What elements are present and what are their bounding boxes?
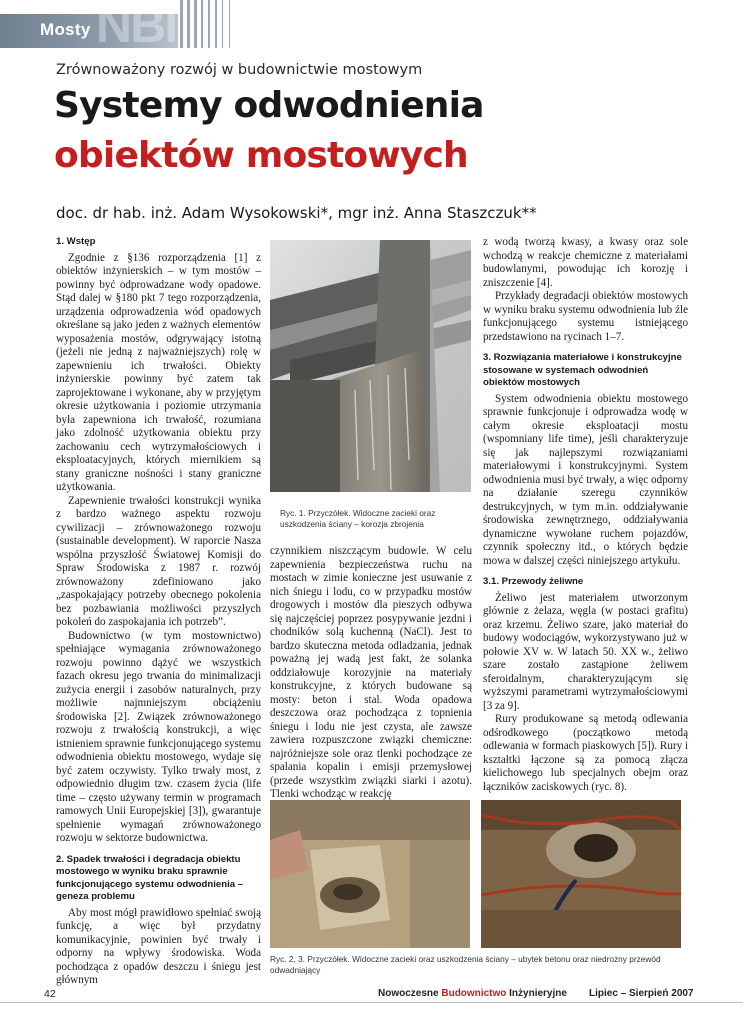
section-heading-3: 3. Rozwiązania materiałowe i konstrukcyjne stosowane w systemach odwodnień obiektów mostowych <box>483 352 682 388</box>
section-header <box>0 0 743 53</box>
article-title-line1: Systemy odwodnienia <box>54 85 484 126</box>
article-kicker: Zrównoważony rozwój w budownictwie mostowym <box>56 62 423 78</box>
journal-name-part: Nowoczesne <box>378 988 442 999</box>
paragraph: Rury produkowane są metodą odlewania odśrodkowego (początkowo metodą odlewania w formach piaskowych [5]). Rury i kształtki łączone są za pomocą złącza kielichowego lub specjalnych obejm oraz łączników zaciskowych (ryc. 8). <box>483 713 688 793</box>
journal-name <box>378 988 567 999</box>
paragraph: System odwodnienia obiektu mostowego sprawnie funkcjonuje i odprowadza wodę w całym okresie eksploatacji mostu (wspomniany life time), jeśli charakteryzuje się jak najlepszymi rozwiązaniami materiałowymi i konstrukcyjnymi. System odwodnienia musi być trwały, a więc odporny na działanie szeregu czynników destrukcyjnych, w tym m.in. oddziaływanie środowiska zewnętrznego, oddziaływania dynamiczne wywołane ruchem pojazdów, czynnik społeczny itd., o których będzie mowa w dalszej części niniejszego artykułu. <box>483 392 688 567</box>
journal-name-accent: Budownictwo <box>441 988 507 999</box>
section-heading-2: 2. Spadek trwałości i degradacja obiektu mostowego w wyniku braku sprawnie funkcjonującego systemu odwodnienia – geneza problemu <box>56 853 244 902</box>
paragraph: Zgodnie z §136 rozporządzenia [1] z obiektów inżynierskich – w tym mostów – powinny być odprowadzane wody opadowe. Stąd dalej w §180 pkt 7 tego rozporządzenia, urządzenia odprowadzenia wód opadowych określane są jako jeden z ważnych elementów wyposażenia mostów, odgrywający istotną (jeżeli nie jedną z najważniejszych) rolę w zapewnieniu ich trwałości. Obiekty inżynierskie powinny być zatem tak zaprojektowane i wykonane, aby w przyjętym okresie użytkowania i poziomie utrzymania była zapewniona ich trwałość, rozumiana jako zdolność użytkowania obiektu przy zachowaniu cech wytrzymałościowych i eksploatacyjnych, których miernikiem są stany graniczne nośności i stany graniczne użytkowania. <box>56 251 261 493</box>
article-authors: doc. dr hab. inż. Adam Wysokowski*, mgr inż. Anna Staszczuk** <box>56 204 537 222</box>
journal-name-part: Inżynieryjne <box>506 988 567 999</box>
journal-logo: NBI <box>96 0 177 53</box>
text-column-1 <box>56 236 261 988</box>
paragraph: Żeliwo jest materiałem utworzonym głównie z żelaza, węgla (w postaci grafitu) oraz krzemu. Żeliwo szare, jako materiał do budowy wodociągów, wykorzystywano już w połowie XV w. W latach 50. XX w., żeliwo szare zostało zastąpione żeliwem sferoidalnym, charakteryzującym się wyższymi parametrami wytrzymałościowymi [3 za 9]. <box>483 591 688 712</box>
paragraph: czynnikiem niszczącym budowle. W celu zapewnienia bezpieczeństwa ruchu na mostach w zimie konieczne jest usuwanie z nich śniegu i lodu, co w przypadku mostów drogowych i mostów dla pieszych odbywa się najczęściej poprzez posypywanie jezdni i chodników solą kuchenną (NaCl). Jest to bardzo skuteczna metoda odladzania, jednak poważną jej wadą jest fakt, że solanka oddziałowuje korozyjnie na materiały konstrukcyjne, z których budowane są mosty: beton i stal. Woda opadowa deszczowa oraz pochodząca z topnienia śniegu i lodu nie jest czysta, ale zawsze zawiera rozpuszczone związki chemiczne: najróżniejsze sole oraz tlenki pochodzące ze spalania kopalin i emisji przemysłowej (przede wszystkim związki siarki i azotu). Tlenki wchodząc w reakcję <box>270 545 472 800</box>
paragraph: Budownictwo (w tym mostownictwo) spełniające wymagania zrównoważonego rozwoju powinno dążyć we wszystkich fazach okresu jego trwania do minimalizacji zużycia energii i zasobów naturalnych, przy możliwie najmniejszym obciążeniu środowiska [2]. Związek zrównoważonego rozwoju z trwałością konstrukcji, a więc istnieniem sprawnie funkcjonującego systemu odwodnienia obiektu mostowego, wydaje się być zatem oczywisty. Tylko trwały most, z odpowiednio długim tzw. czasem życia (life time – często używany termin w programach ramowych Unii Europejskiej [3]), gwarantuje spełnienie wymagań zrównoważonego rozwoju w sektorze budownictwa. <box>56 629 261 844</box>
figure-1-caption: Ryc. 1. Przyczółek. Widoczne zacieki oraz uszkodzenia ściany – korozja zbrojenia <box>280 508 436 529</box>
figure-2-3-caption: Ryc. 2, 3. Przyczółek. Widoczne zacieki oraz uszkodzenia ściany – ubytek betonu oraz niedrożny przewód odwadniający <box>270 954 661 975</box>
figure-2-photo <box>270 800 470 948</box>
text-column-3 <box>483 236 688 794</box>
section-label[interactable]: Mosty <box>40 20 91 39</box>
paragraph: z wodą tworzą kwasy, a kwasy oraz sole wchodzą w reakcje chemiczne z materiałami budowlanymi, powodując ich korozję i zniszczenie [4]. <box>483 236 688 289</box>
paragraph: Przykłady degradacji obiektów mostowych w wyniku braku systemu odwodnienia lub źle funkcjonującego systemu istniejącego przedstawiono na rycinach 1–7. <box>483 290 688 343</box>
paragraph: Aby most mógł prawidłowo spełniać swoją funkcję, a więc był przydatny komunikacyjnie, powinien być trwały i odporny na wpływy środowiska. Woda pochodząca z opadów deszczu i śniegu jest głównym <box>56 906 261 986</box>
figure-1-photo <box>270 240 471 492</box>
page-number: 42 <box>44 988 56 1000</box>
section-heading-3-1: 3.1. Przewody żeliwne <box>483 576 584 587</box>
decorative-stripes <box>178 0 258 48</box>
issue-date: Lipiec – Sierpień 2007 <box>589 988 694 999</box>
article-title-line2: obiektów mostowych <box>54 135 468 176</box>
section-heading-1: 1. Wstęp <box>56 236 96 247</box>
text-column-2 <box>270 545 472 802</box>
paragraph: Zapewnienie trwałości konstrukcji wynika z bardzo ważnego aspektu rozwoju cywilizacji – zrównoważonego rozwoju (sustainable development). W raporcie Nasza wspólna przyszłość Światowej Komisji do Spraw Środowiska z 1987 r. rozwój zrównoważony zdefiniowano jako „zaspokajający potrzeby obecnego pokolenia bez pozbawiania możliwości przyszłych pokoleń do zaspokajania ich potrzeb”. <box>56 494 261 628</box>
footer-divider <box>0 1002 743 1003</box>
figure-3-photo <box>481 800 681 948</box>
